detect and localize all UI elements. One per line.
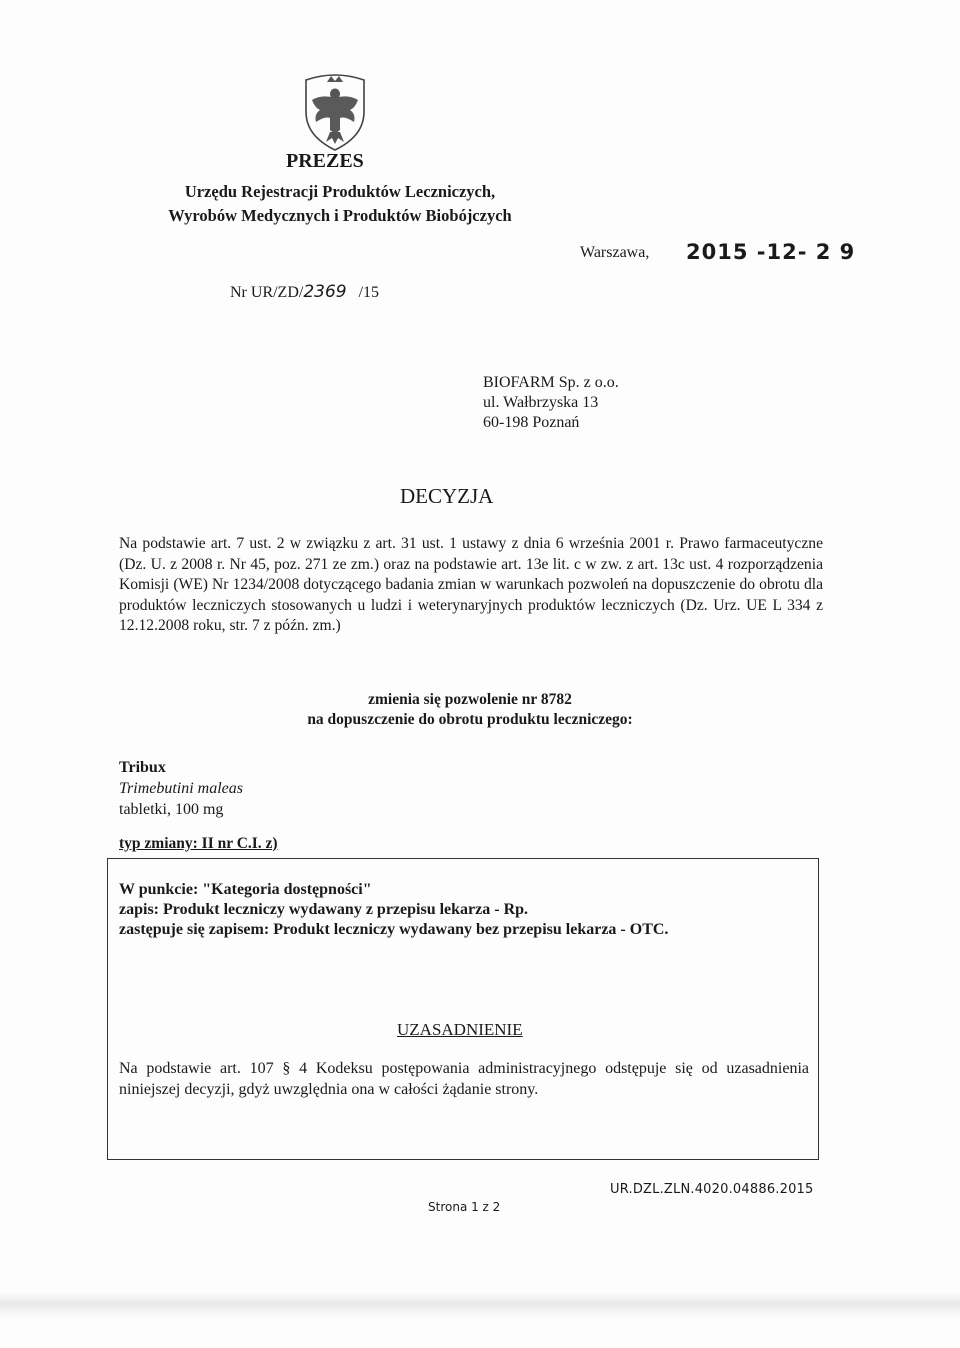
change-details-text [119, 880, 668, 940]
box-line-2: zapis: Produkt leczniczy wydawany z przepisu lekarza - Rp. [119, 901, 529, 918]
office-name-line-1: Urzędu Rejestracji Produktów Leczniczych, [184, 182, 496, 201]
box-line-3: zastępuje się zapisem: Produkt leczniczy wydawany bez przepisu lekarza - OTC. [119, 921, 669, 938]
product-block [119, 757, 243, 820]
reference-number [230, 282, 379, 302]
box-line-1: W punkcie: "Kategoria dostępności" [119, 881, 372, 898]
reference-suffix: /15 [358, 284, 380, 301]
addressee-name: BIOFARM Sp. z o.o. [483, 374, 619, 391]
justification-paragraph: Na podstawie art. 107 § 4 Kodeksu postępowania administracyjnego odstępuje się od uzasadnienia niniejszej decyzji, gdyż uwzględnia ona w całości żądanie strony. [119, 1060, 809, 1098]
product-substance: Trimebutini maleas [119, 780, 244, 797]
justification-title: UZASADNIENIE [397, 1020, 523, 1039]
change-statement [200, 690, 740, 730]
office-name [130, 180, 550, 228]
header-title: PREZES [286, 150, 364, 172]
page-number: Strona 1 z 2 [428, 1200, 501, 1214]
decision-title: DECYZJA [400, 484, 494, 508]
place: Warszawa, [580, 244, 650, 261]
product-form: tabletki, 100 mg [119, 801, 224, 818]
polish-eagle-emblem-icon [300, 70, 370, 152]
reference-prefix: Nr UR/ZD/ [230, 284, 304, 301]
office-name-line-2: Wyrobów Medycznych i Produktów Biobójczych [168, 206, 512, 225]
addressee-street: ul. Wałbrzyska 13 [483, 394, 599, 411]
date-stamp: 2015 -12- 2 9 [686, 240, 856, 264]
product-name: Tribux [119, 759, 166, 776]
case-number: UR.DZL.ZLN.4020.04886.2015 [610, 1182, 814, 1197]
change-line-2: na dopuszczenie do obrotu produktu leczniczego: [307, 711, 633, 728]
reference-handwritten: 2369 [303, 282, 347, 302]
addressee-city: 60-198 Poznań [483, 414, 580, 431]
change-type: typ zmiany: II nr C.I. z) [119, 835, 278, 852]
legal-basis-paragraph: Na podstawie art. 7 ust. 2 w związku z art. 31 ust. 1 ustawy z dnia 6 września 2001 r. Prawo farmaceutyczne (Dz. U. z 2008 r. Nr 45, poz. 271 ze zm.) oraz na podstawie art. 13e lit. c w zw. z art. 13c ust. 4 rozporządzenia Komisji (WE) Nr 1234/2008 dotyczącego badania zmian w warunkach pozwoleń na dopuszczenie do obrotu dla produktów leczniczych stosowanych u ludzi i weterynaryjnych produktów leczniczych (Dz. Urz. UE L 334 z 12.12.2008 roku, str. 7 z późn. zm.) [119, 535, 823, 634]
scan-artifact [0, 1292, 960, 1318]
change-line-1: zmienia się pozwolenie nr 8782 [368, 691, 572, 708]
addressee-block [483, 373, 619, 433]
